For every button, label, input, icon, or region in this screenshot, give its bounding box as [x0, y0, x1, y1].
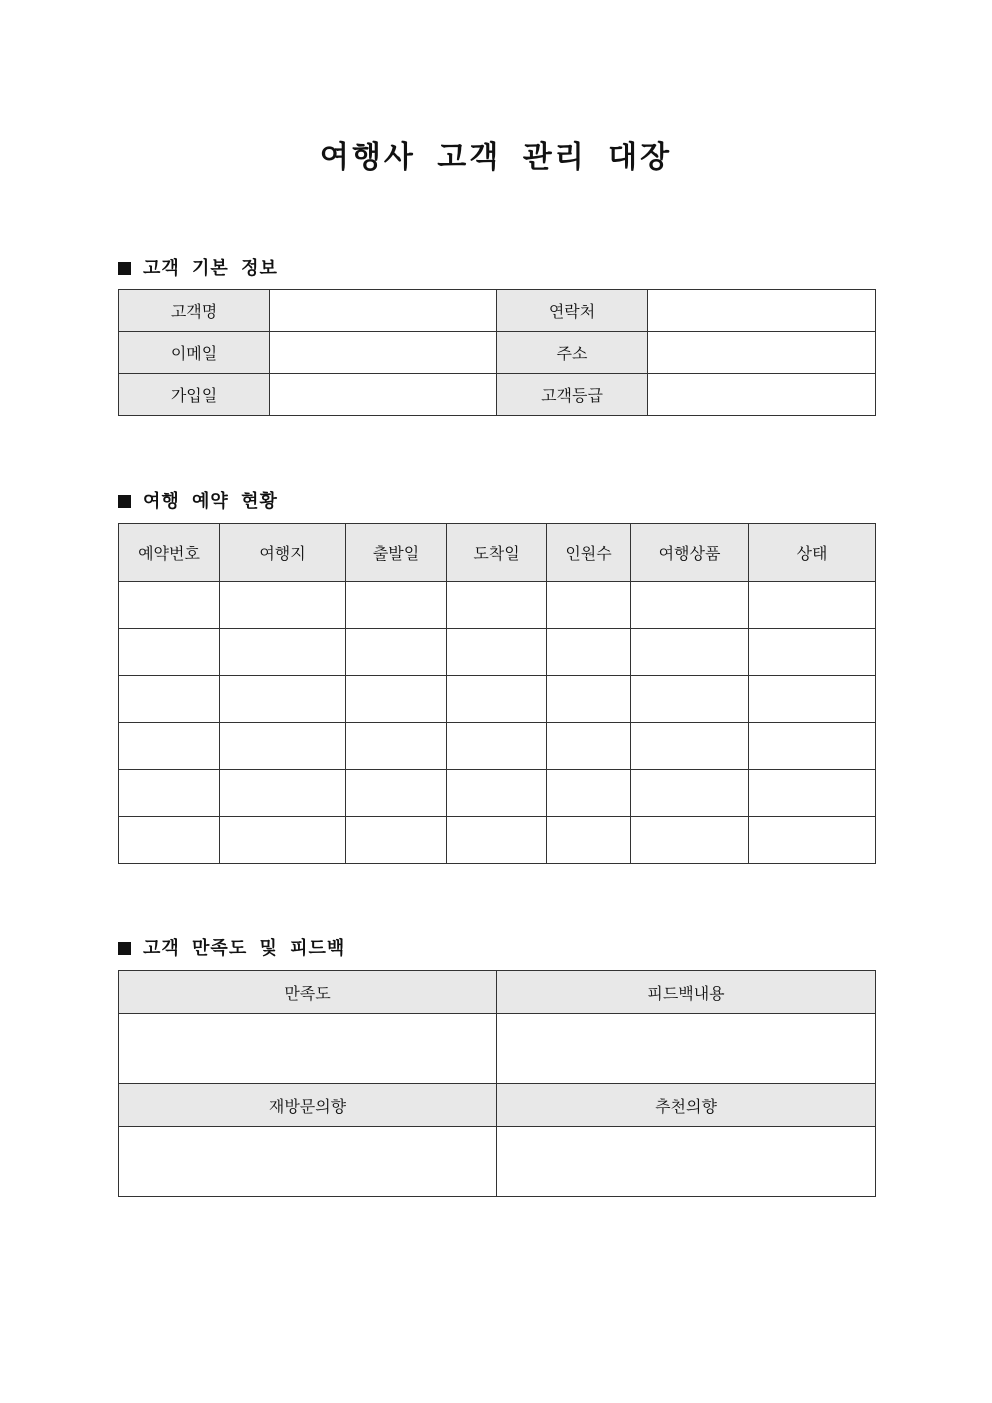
booking-cell[interactable] [346, 723, 447, 770]
customer-grade-field[interactable] [648, 374, 876, 416]
email-label: 이메일 [119, 332, 270, 374]
booking-cell[interactable] [119, 817, 220, 864]
table-row [119, 971, 876, 1014]
booking-cell[interactable] [447, 676, 547, 723]
revisit-intent-label: 재방문의향 [119, 1084, 497, 1127]
table-row [119, 1127, 876, 1197]
booking-cell[interactable] [631, 676, 749, 723]
customer-grade-label: 고객등급 [497, 374, 648, 416]
table-row [119, 723, 876, 770]
basic-info-table [118, 289, 876, 416]
booking-cell[interactable] [119, 723, 220, 770]
booking-cell[interactable] [220, 582, 346, 629]
booking-cell[interactable] [631, 629, 749, 676]
feedback-content-field[interactable] [497, 1014, 876, 1084]
address-field[interactable] [648, 332, 876, 374]
basic-info-heading-text: 고객 기본 정보 [143, 258, 278, 279]
booking-cell[interactable] [346, 629, 447, 676]
booking-cell[interactable] [346, 817, 447, 864]
satisfaction-label: 만족도 [119, 971, 497, 1014]
booking-cell[interactable] [220, 676, 346, 723]
booking-cell[interactable] [220, 770, 346, 817]
booking-cell[interactable] [547, 817, 631, 864]
customer-name-field[interactable] [270, 290, 497, 332]
square-bullet-icon [118, 262, 131, 275]
column-header-status: 상태 [749, 524, 876, 582]
booking-cell[interactable] [547, 723, 631, 770]
email-field[interactable] [270, 332, 497, 374]
contact-label: 연락처 [497, 290, 648, 332]
booking-cell[interactable] [119, 629, 220, 676]
address-label: 주소 [497, 332, 648, 374]
document-title: 여행사 고객 관리 대장 [319, 140, 673, 175]
booking-cell[interactable] [749, 629, 876, 676]
booking-cell[interactable] [447, 817, 547, 864]
booking-cell[interactable] [631, 582, 749, 629]
feedback-content-label: 피드백내용 [497, 971, 876, 1014]
table-row [119, 332, 876, 374]
booking-cell[interactable] [220, 723, 346, 770]
table-row [119, 676, 876, 723]
recommend-intent-field[interactable] [497, 1127, 876, 1197]
booking-cell[interactable] [119, 582, 220, 629]
booking-cell[interactable] [447, 582, 547, 629]
join-date-field[interactable] [270, 374, 497, 416]
recommend-intent-label: 추천의향 [497, 1084, 876, 1127]
column-header-booking-number: 예약번호 [119, 524, 220, 582]
booking-cell[interactable] [119, 676, 220, 723]
booking-cell[interactable] [631, 817, 749, 864]
table-row [119, 1014, 876, 1084]
booking-header-row [119, 524, 876, 582]
booking-cell[interactable] [749, 723, 876, 770]
table-row [119, 290, 876, 332]
booking-cell[interactable] [749, 582, 876, 629]
basic-info-heading [118, 254, 278, 280]
revisit-intent-field[interactable] [119, 1127, 497, 1197]
column-header-arrival-date: 도착일 [447, 524, 547, 582]
table-row [119, 817, 876, 864]
feedback-heading-text: 고객 만족도 및 피드백 [143, 938, 346, 959]
join-date-label: 가입일 [119, 374, 270, 416]
contact-field[interactable] [648, 290, 876, 332]
booking-cell[interactable] [749, 770, 876, 817]
satisfaction-field[interactable] [119, 1014, 497, 1084]
table-row [119, 374, 876, 416]
booking-cell[interactable] [119, 770, 220, 817]
square-bullet-icon [118, 495, 131, 508]
booking-cell[interactable] [547, 676, 631, 723]
booking-cell[interactable] [547, 582, 631, 629]
square-bullet-icon [118, 942, 131, 955]
booking-cell[interactable] [220, 817, 346, 864]
customer-name-label: 고객명 [119, 290, 270, 332]
feedback-heading [118, 934, 345, 960]
booking-table [118, 523, 876, 864]
booking-cell[interactable] [346, 582, 447, 629]
booking-heading [118, 487, 278, 513]
booking-cell[interactable] [447, 770, 547, 817]
table-row [119, 582, 876, 629]
booking-cell[interactable] [749, 817, 876, 864]
column-header-departure-date: 출발일 [346, 524, 447, 582]
booking-heading-text: 여행 예약 현황 [143, 491, 278, 512]
booking-cell[interactable] [631, 770, 749, 817]
booking-cell[interactable] [547, 770, 631, 817]
booking-cell[interactable] [749, 676, 876, 723]
booking-cell[interactable] [447, 629, 547, 676]
booking-cell[interactable] [220, 629, 346, 676]
booking-cell[interactable] [346, 676, 447, 723]
booking-cell[interactable] [346, 770, 447, 817]
booking-cell[interactable] [547, 629, 631, 676]
booking-cell[interactable] [447, 723, 547, 770]
column-header-travel-product: 여행상품 [631, 524, 749, 582]
column-header-destination: 여행지 [220, 524, 346, 582]
feedback-table [118, 970, 876, 1197]
column-header-party-size: 인원수 [547, 524, 631, 582]
table-row [119, 770, 876, 817]
table-row [119, 1084, 876, 1127]
booking-cell[interactable] [631, 723, 749, 770]
table-row [119, 629, 876, 676]
